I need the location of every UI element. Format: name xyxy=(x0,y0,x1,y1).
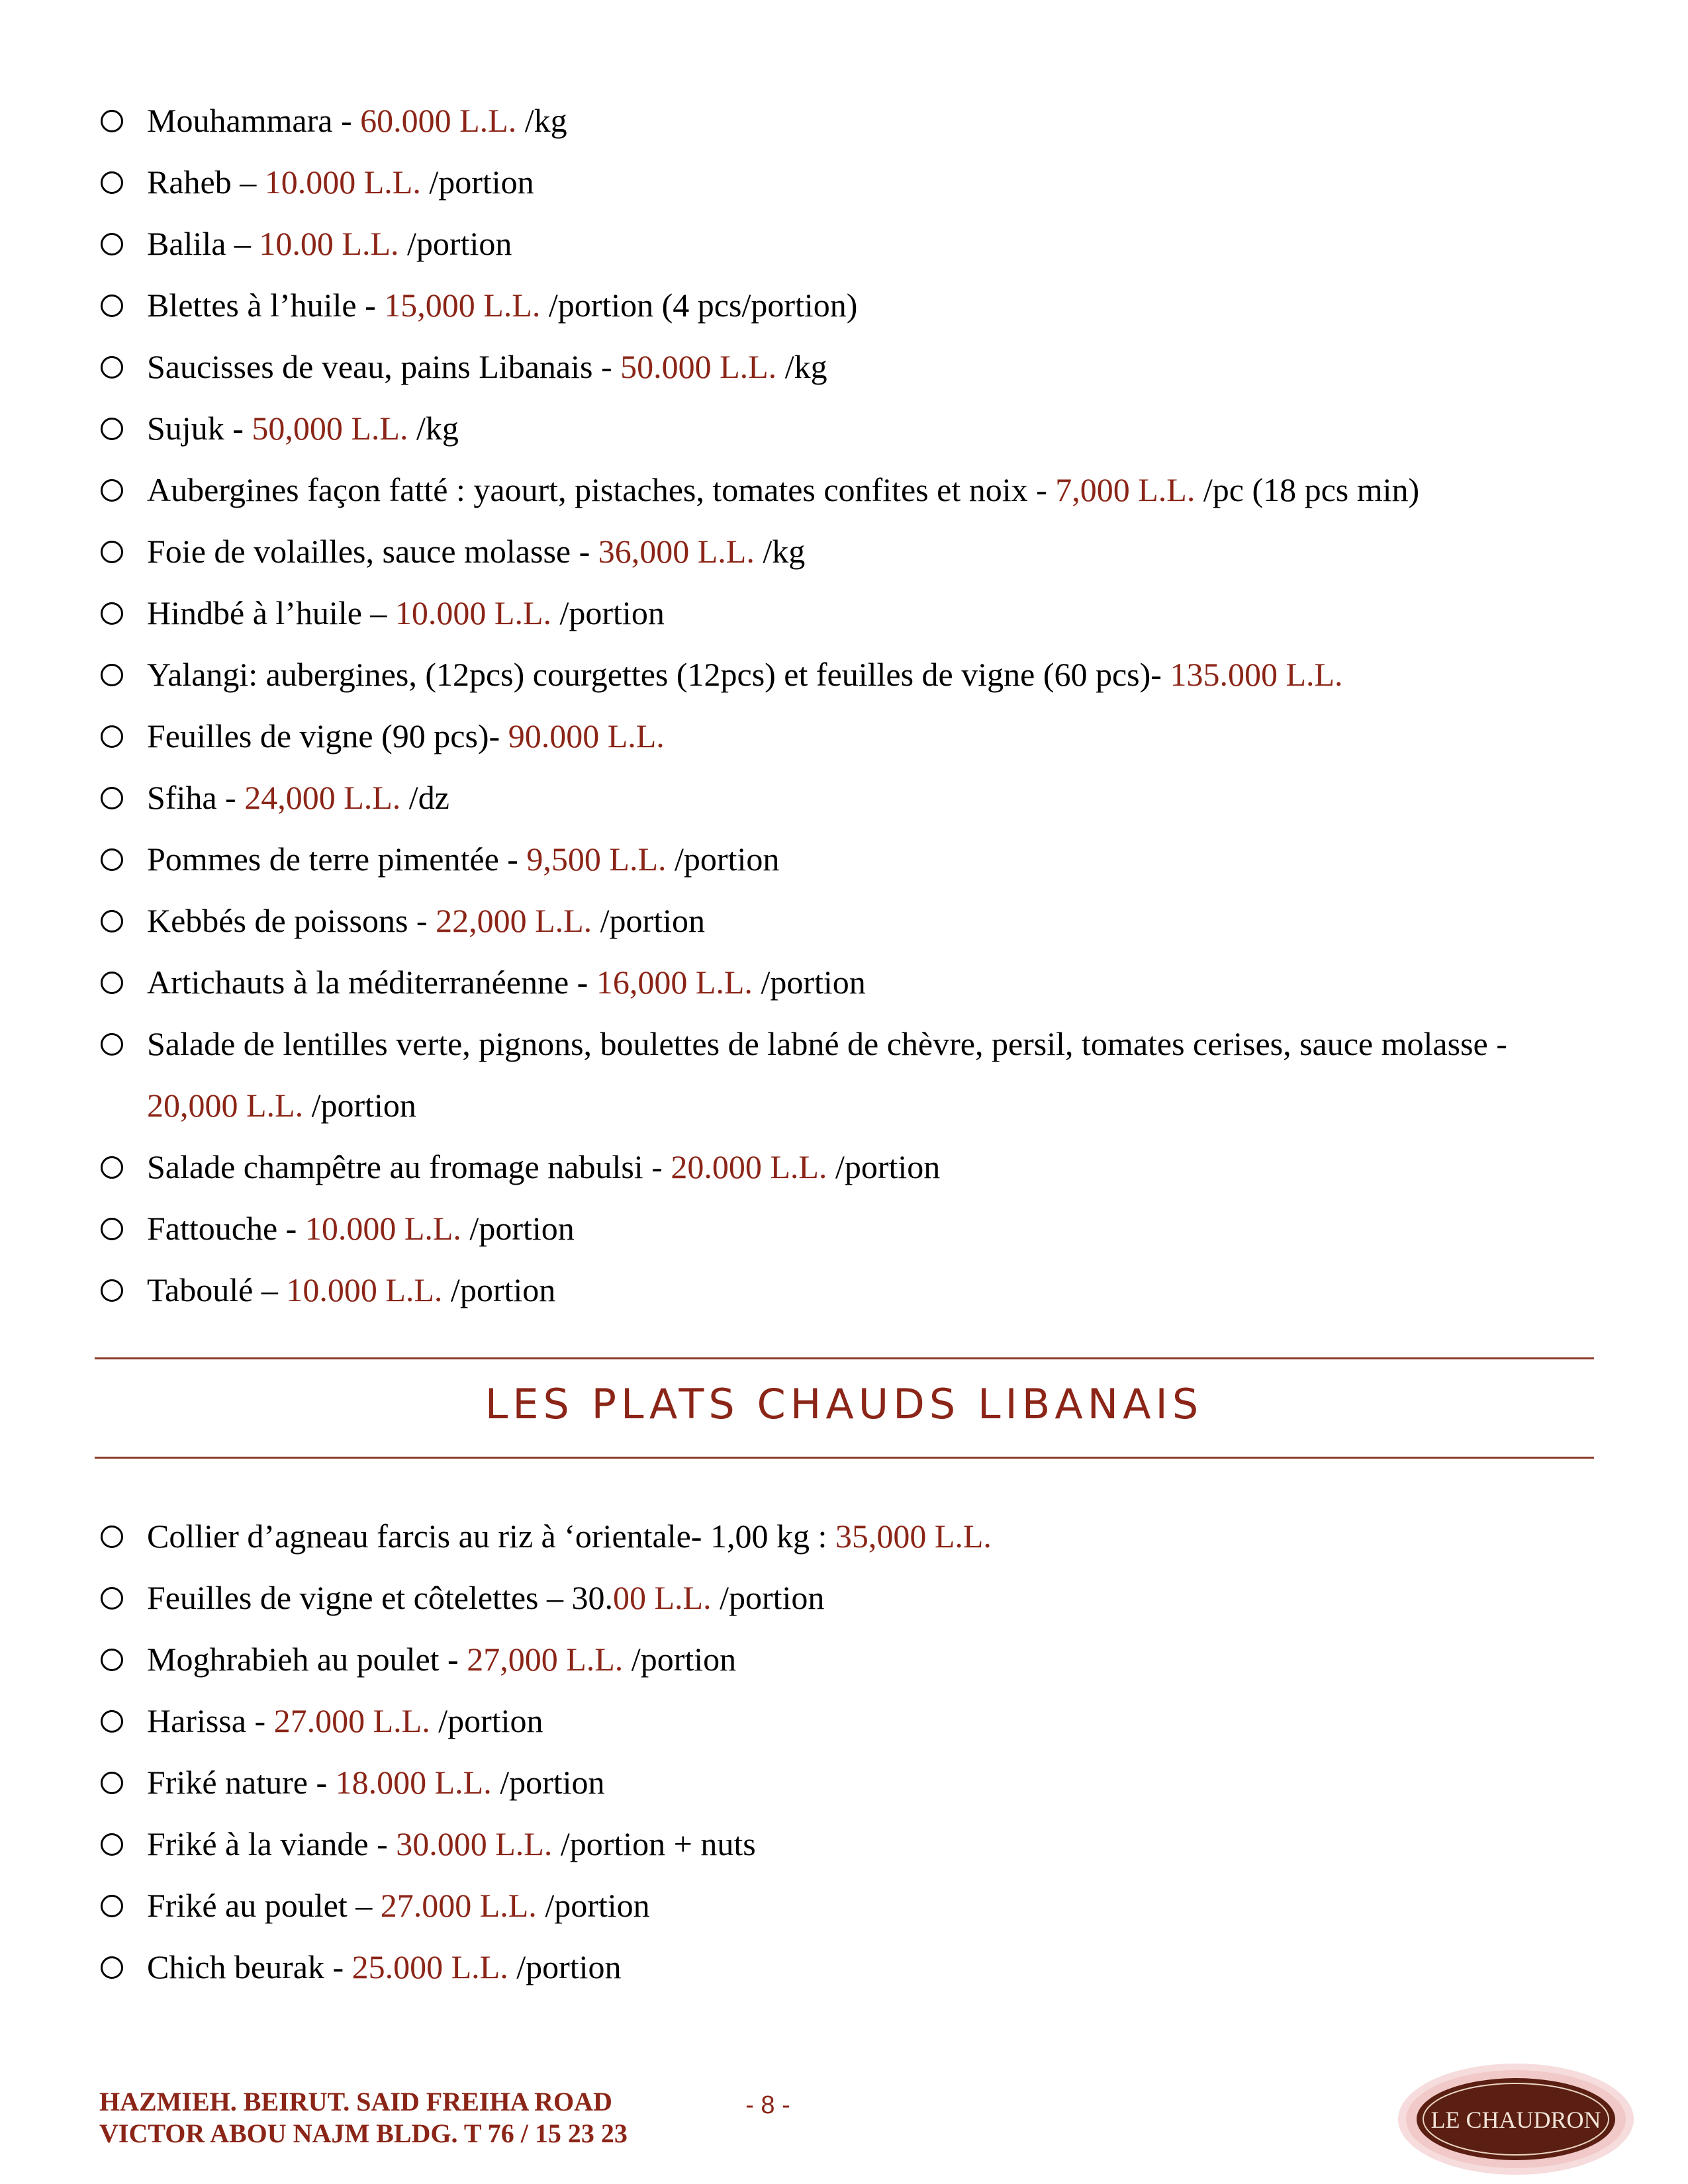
list-item: Raheb – 10.000 L.L. /portion xyxy=(147,152,1590,213)
bullet-icon xyxy=(101,1710,123,1733)
price: 22,000 L.L. xyxy=(436,902,592,939)
list-item: Artichauts à la méditerranéenne - 16,000 L.L. /portion xyxy=(147,952,1590,1013)
price: 10.000 L.L. xyxy=(395,594,551,631)
price: 27.000 L.L. xyxy=(273,1702,430,1739)
list-item: Saucisses de veau, pains Libanais - 50.000 L.L. /kg xyxy=(147,336,1590,398)
list-item: Friké nature - 18.000 L.L. /portion xyxy=(147,1752,1590,1813)
list-item: Taboulé – 10.000 L.L. /portion xyxy=(147,1259,1590,1321)
price: 18.000 L.L. xyxy=(335,1764,492,1801)
list-item: Friké à la viande - 30.000 L.L. /portion + nuts xyxy=(147,1813,1590,1875)
price: 27,000 L.L. xyxy=(467,1641,624,1678)
bullet-icon xyxy=(101,1587,123,1610)
list-item: Friké au poulet – 27.000 L.L. /portion xyxy=(147,1875,1590,1936)
footer-address xyxy=(99,2086,628,2150)
le-chaudron-logo xyxy=(1390,2058,1642,2177)
list-item: Fattouche - 10.000 L.L. /portion xyxy=(147,1198,1590,1259)
price: 135.000 L.L. xyxy=(1170,656,1343,693)
bullet-icon xyxy=(101,972,123,994)
price: 10.000 L.L. xyxy=(264,163,421,201)
list-item: Yalangi: aubergines, (12pcs) courgettes (12pcs) et feuilles de vigne (60 pcs)- 135.000 L.L. xyxy=(147,644,1590,705)
list-item: Foie de volailles, sauce molasse - 36,000 L.L. /kg xyxy=(147,521,1590,582)
list-item: Moghrabieh au poulet - 27,000 L.L. /portion xyxy=(147,1629,1590,1690)
list-item: Aubergines façon fatté : yaourt, pistaches, tomates confites et noix - 7,000 L.L. /pc (18 pcs min) xyxy=(147,459,1590,521)
list-item: Hindbé à l’huile – 10.000 L.L. /portion xyxy=(147,582,1590,644)
price: 10.000 L.L. xyxy=(305,1210,461,1247)
bullet-icon xyxy=(101,1156,123,1179)
price: 00 L.L. xyxy=(612,1579,712,1616)
price: 36,000 L.L. xyxy=(598,533,755,570)
bullet-icon xyxy=(101,1956,123,1979)
list-item: Pommes de terre pimentée - 9,500 L.L. /portion xyxy=(147,829,1590,890)
list-item: Feuilles de vigne (90 pcs)- 90.000 L.L. xyxy=(147,705,1590,767)
price: 50,000 L.L. xyxy=(252,410,408,447)
bullet-icon xyxy=(101,1279,123,1302)
price: 27.000 L.L. xyxy=(380,1887,537,1924)
bullet-icon xyxy=(101,110,123,132)
price: 20,000 L.L. xyxy=(147,1087,304,1124)
price: 90.000 L.L. xyxy=(508,717,665,754)
list-item: Feuilles de vigne et côtelettes – 30.00 L.L. /portion xyxy=(147,1567,1590,1629)
page-number: - 8 - xyxy=(745,2091,790,2119)
bullet-icon xyxy=(101,848,123,871)
list-item: Mouhammara - 60.000 L.L. /kg xyxy=(147,90,1590,152)
bullet-icon xyxy=(101,787,123,809)
bullet-icon xyxy=(101,356,123,379)
logo-text: LE CHAUDRON xyxy=(1430,2107,1601,2133)
price: 10.000 L.L. xyxy=(286,1271,443,1308)
list-item: Chich beurak - 25.000 L.L. /portion xyxy=(147,1936,1590,1998)
section-divider-top xyxy=(95,1357,1594,1359)
list-item: Blettes à l’huile - 15,000 L.L. /portion (4 pcs/portion) xyxy=(147,275,1590,336)
list-item: Sujuk - 50,000 L.L. /kg xyxy=(147,398,1590,459)
price: 7,000 L.L. xyxy=(1055,471,1196,508)
list-item: Salade de lentilles verte, pignons, boulettes de labné de chèvre, persil, tomates cerises, sauce molasse - 20,000 L.L. /portion xyxy=(147,1013,1524,1136)
bullet-icon xyxy=(101,233,123,255)
price: 9,500 L.L. xyxy=(526,841,667,878)
price: 50.000 L.L. xyxy=(620,348,777,385)
price: 20.000 L.L. xyxy=(671,1148,827,1185)
list-item: Collier d’agneau farcis au riz à ‘orientale- 1,00 kg : 35,000 L.L. xyxy=(147,1506,1590,1567)
bullet-icon xyxy=(101,541,123,563)
price: 30.000 L.L. xyxy=(396,1825,553,1862)
bullet-icon xyxy=(101,171,123,194)
bullet-icon xyxy=(101,418,123,440)
bullet-icon xyxy=(101,1895,123,1917)
bullet-icon xyxy=(101,1833,123,1856)
bullet-icon xyxy=(101,1772,123,1794)
list-item: Sfiha - 24,000 L.L. /dz xyxy=(147,767,1590,829)
list-item: Balila – 10.00 L.L. /portion xyxy=(147,213,1590,275)
list-item: Salade champêtre au fromage nabulsi - 20.000 L.L. /portion xyxy=(147,1136,1590,1198)
section-title: LES PLATS CHAUDS LIBANAIS xyxy=(485,1380,1203,1428)
bullet-icon xyxy=(101,1218,123,1240)
bullet-icon xyxy=(101,295,123,317)
section-divider-bottom xyxy=(95,1457,1594,1459)
bullet-icon xyxy=(101,1649,123,1671)
bullet-icon xyxy=(101,479,123,502)
price: 24,000 L.L. xyxy=(244,779,401,816)
bullet-icon xyxy=(101,910,123,933)
price: 60.000 L.L. xyxy=(360,102,517,139)
price: 25.000 L.L. xyxy=(352,1948,508,1985)
address-line: VICTOR ABOU NAJM BLDG. T 76 / 15 23 23 xyxy=(99,2118,628,2148)
price: 16,000 L.L. xyxy=(596,964,753,1001)
bullet-icon xyxy=(101,1033,123,1056)
price: 35,000 L.L. xyxy=(835,1518,992,1555)
bullet-icon xyxy=(101,725,123,748)
bullet-icon xyxy=(101,602,123,625)
price: 10.00 L.L. xyxy=(259,225,399,262)
bullet-icon xyxy=(101,664,123,686)
address-line: HAZMIEH. BEIRUT. SAID FREIHA ROAD xyxy=(99,2087,612,2116)
price: 15,000 L.L. xyxy=(384,287,541,324)
bullet-icon xyxy=(101,1525,123,1548)
list-item: Kebbés de poissons - 22,000 L.L. /portion xyxy=(147,890,1590,952)
list-item: Harissa - 27.000 L.L. /portion xyxy=(147,1690,1590,1752)
